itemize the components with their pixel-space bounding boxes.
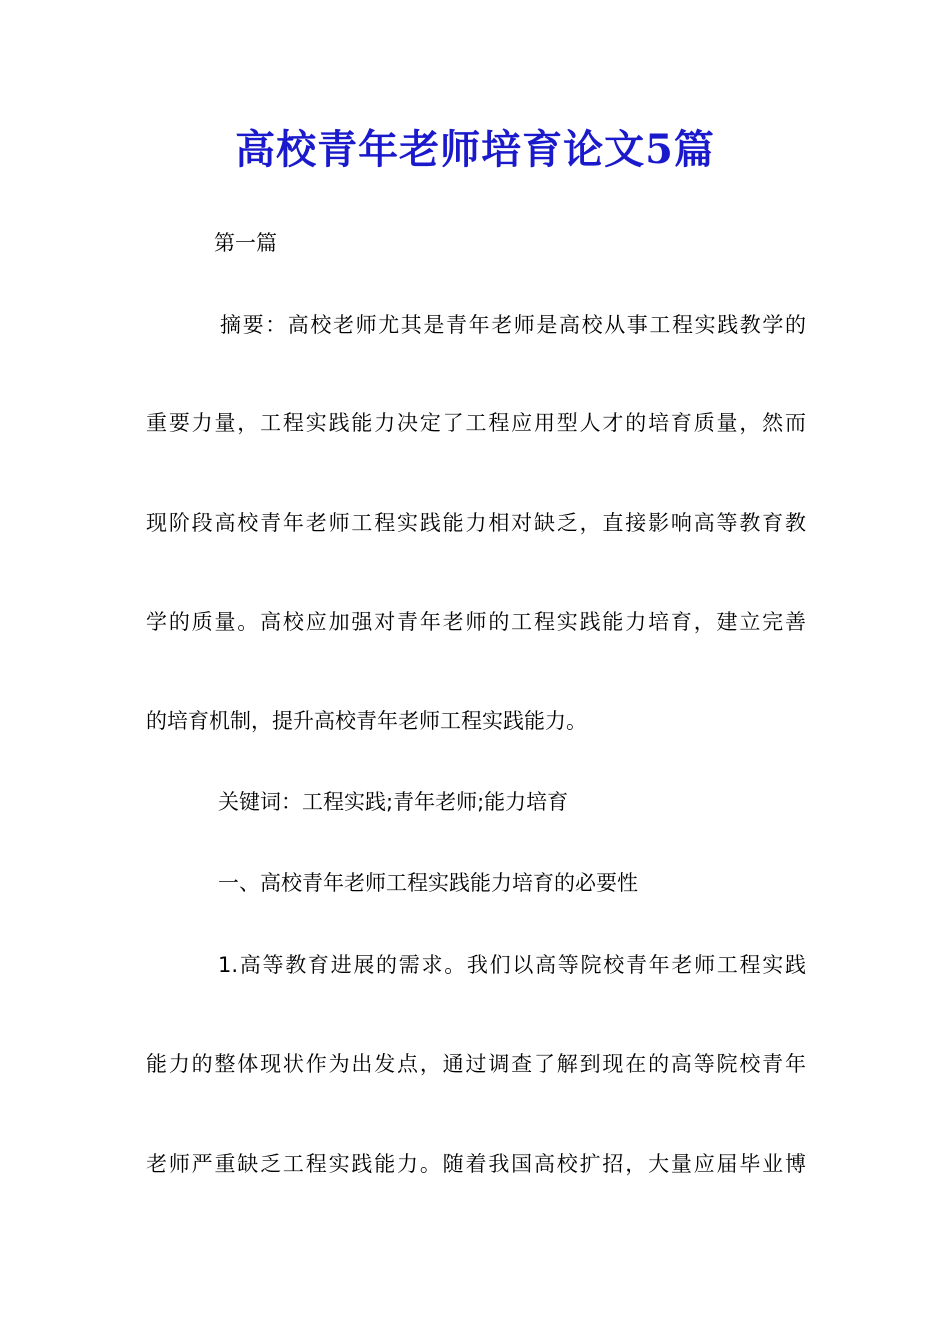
subheading-necessity: 一、高校青年老师工程实践能力培育的必要性 [218, 871, 638, 895]
abstract-line-4: 学的质量。高校应加强对青年老师的工程实践能力培育，建立完善 [146, 610, 806, 634]
abstract-line-5: 的培育机制，提升高校青年老师工程实践能力。 [146, 709, 587, 733]
point-1-line-1: 1.高等教育进展的需求。我们以高等院校青年老师工程实践 [218, 953, 806, 977]
point-1-line-2: 能力的整体现状作为出发点，通过调查了解到现在的高等院校青年 [146, 1052, 806, 1076]
abstract-line-3: 现阶段高校青年老师工程实践能力相对缺乏，直接影响高等教育教 [146, 511, 806, 535]
abstract-line-2: 重要力量，工程实践能力决定了工程应用型人才的培育质量，然而 [146, 411, 806, 435]
document-title: 高校青年老师培育论文5篇 [235, 126, 715, 173]
section-heading: 第一篇 [214, 231, 277, 255]
abstract-line-1: 摘要：高校老师尤其是青年老师是高校从事工程实践教学的 [220, 313, 806, 337]
point-1-line-3: 老师严重缺乏工程实践能力。随着我国高校扩招，大量应届毕业博 [146, 1152, 806, 1176]
keywords-line: 关键词：工程实践;青年老师;能力培育 [218, 790, 569, 814]
